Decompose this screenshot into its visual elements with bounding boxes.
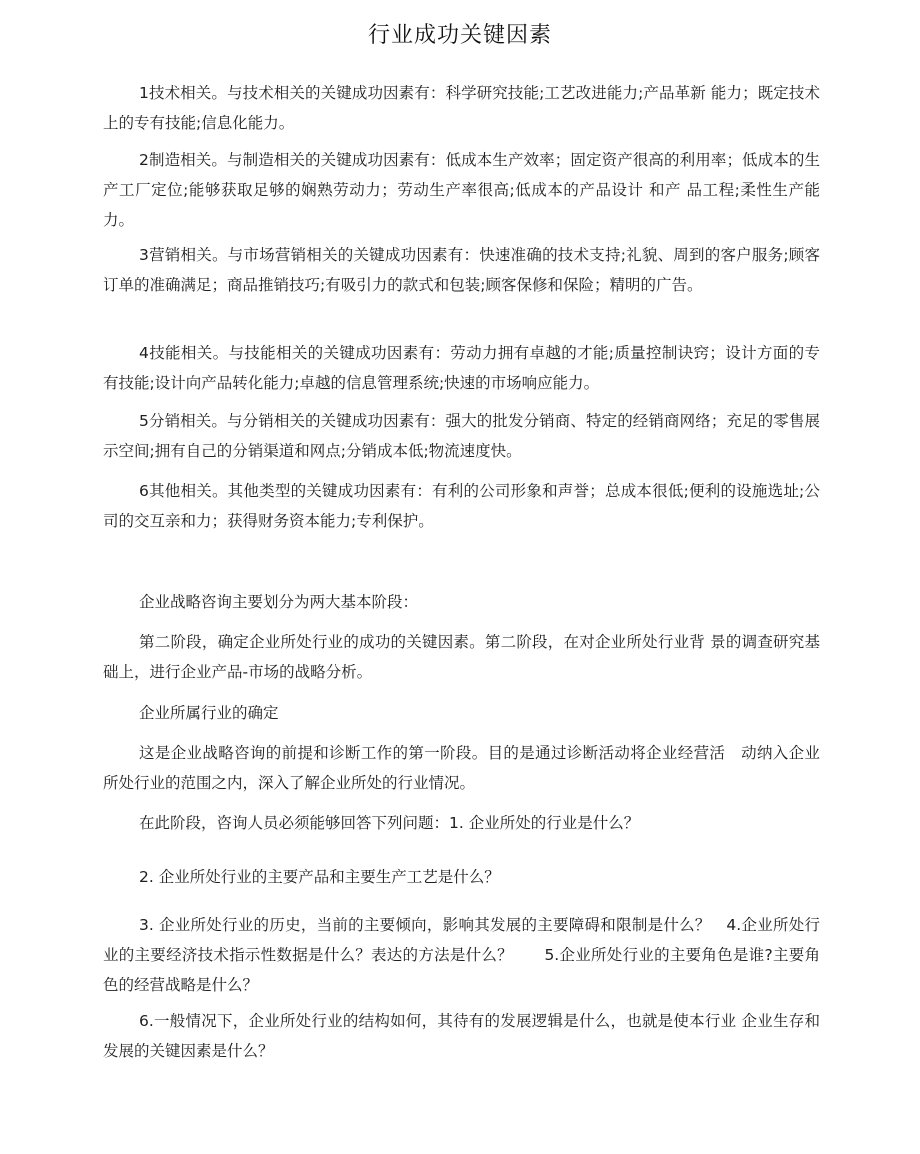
industry-description: 这是企业战略咨询的前提和诊断工作的第一阶段。目的是通过诊断活动将企业经营活 动纳入企业所处行业的范围之内，深入了解企业所处的行业情况。 (103, 744, 820, 792)
factor-distribution: 5分销相关。与分销相关的关键成功因素有：强大的批发分销商、特定的经销商网络；充足的零售展示空间;拥有自己的分销渠道和网点;分销成本低;物流速度快。 (103, 412, 820, 460)
industry-heading: 企业所属行业的确定 (139, 704, 279, 722)
page-title: 行业成功关键因素 (367, 23, 552, 48)
factor-skills: 4技能相关。与技能相关的关键成功因素有：劳动力拥有卓越的才能;质量控制诀窍；设计方面的专有技能;设计向产品转化能力;卓越的信息管理系统;快速的市场响应能力。 (103, 344, 820, 392)
stages-intro: 企业战略咨询主要划分为两大基本阶段： (139, 593, 419, 611)
factor-manufacturing: 2制造相关。与制造相关的关键成功因素有：低成本生产效率；固定资产很高的利用率；低成本的生产工厂定位;能够获取足够的娴熟劳动力；劳动生产率很高;低成本的产品设计 和产 品工程;柔性生产能力。 (103, 151, 820, 229)
factor-marketing: 3营销相关。与市场营销相关的关键成功因素有：快速准确的技术支持;礼貌、周到的客户服务;顾客订单的准确满足；商品推销技巧;有吸引力的款式和包装;顾客保修和保险；精明的广告。 (103, 246, 820, 294)
questions-intro: 在此阶段，咨询人员必须能够回答下列问题：1. 企业所处的行业是什么？ (139, 814, 640, 832)
stage-two-paragraph: 第二阶段，确定企业所处行业的成功的关键因素。第二阶段，在对企业所处行业背 景的调查研究基础上，进行企业产品-市场的战略分析。 (103, 633, 820, 681)
question-6: 6.一般情况下，企业所处行业的结构如何，其待有的发展逻辑是什么，也就是使本行业 企业生存和发展的关键因素是什么？ (103, 1012, 820, 1060)
factor-technology: 1技术相关。与技术相关的关键成功因素有：科学研究技能;工艺改进能力;产品革新 能力；既定技术上的专有技能;信息化能力。 (103, 84, 820, 132)
questions-3-to-5: 3. 企业所处行业的历史，当前的主要倾向，影响其发展的主要障碍和限制是什么？ 4.企业所处行业的主要经济技术指示性数据是什么？表达的方法是什么？ 5.企业所处行业的主要角色是谁?主要角色的经营战略是什么？ (103, 916, 820, 994)
factor-other: 6其他相关。其他类型的关键成功因素有：有利的公司形象和声誉；总成本很低;便利的设施选址;公司的交互亲和力；获得财务资本能力;专利保护。 (103, 482, 820, 530)
question-2: 2. 企业所处行业的主要产品和主要生产工艺是什么？ (139, 868, 500, 886)
